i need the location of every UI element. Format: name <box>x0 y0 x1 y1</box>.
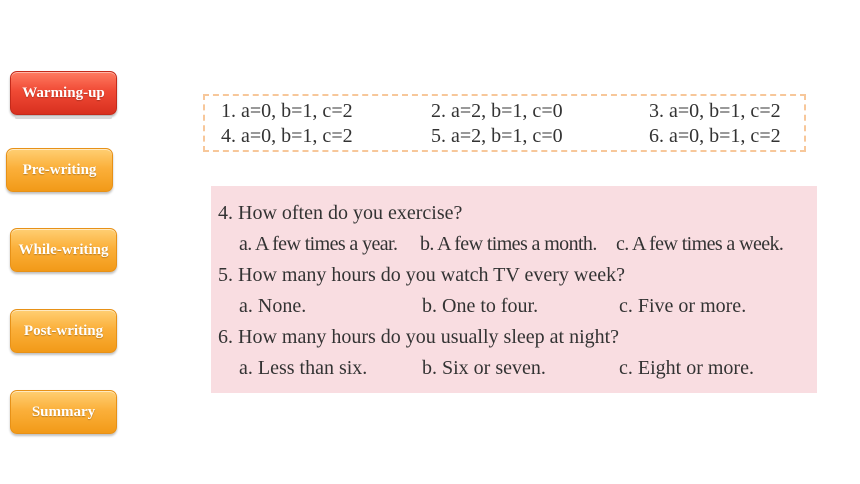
nav-summary-button[interactable] <box>10 390 117 434</box>
nav-warming-up-button[interactable] <box>10 71 117 115</box>
option-b: b. A few times a month. <box>420 233 597 255</box>
answer-item: 3. a=0, b=1, c=2 <box>649 100 781 122</box>
nav-pre-writing-button[interactable] <box>6 148 113 192</box>
answer-item: 1. a=0, b=1, c=2 <box>221 100 353 122</box>
answer-item: 5. a=2, b=1, c=0 <box>431 125 563 147</box>
question-text: 6. How many hours do you usually sleep at night? <box>218 326 620 348</box>
option-a: a. Less than six. <box>239 357 368 379</box>
option-c: c. Eight or more. <box>619 357 754 379</box>
nav-while-writing-button[interactable] <box>10 228 117 272</box>
option-a: a. A few times a year. <box>239 233 398 255</box>
nav-post-writing-button[interactable] <box>10 309 117 353</box>
nav-warming-up-label: Warming-up <box>22 84 105 101</box>
option-c: c. A few times a week. <box>616 233 784 255</box>
answer-item: 6. a=0, b=1, c=2 <box>649 125 781 147</box>
question-text: 4. How often do you exercise? <box>218 202 463 224</box>
option-b: b. One to four. <box>422 295 539 317</box>
nav-post-writing-label: Post-writing <box>23 322 104 339</box>
nav-summary-label: Summary <box>31 403 96 420</box>
option-c: c. Five or more. <box>619 295 747 317</box>
question-text: 5. How many hours do you watch TV every week? <box>218 264 625 286</box>
option-b: b. Six or seven. <box>422 357 546 379</box>
option-a: a. None. <box>239 295 307 317</box>
nav-while-writing-label: While-writing <box>18 241 109 258</box>
answer-item: 4. a=0, b=1, c=2 <box>221 125 353 147</box>
answer-key-box <box>203 94 806 152</box>
nav-pre-writing-label: Pre-writing <box>22 161 97 178</box>
question-panel <box>211 186 817 393</box>
answer-item: 2. a=2, b=1, c=0 <box>431 100 563 122</box>
